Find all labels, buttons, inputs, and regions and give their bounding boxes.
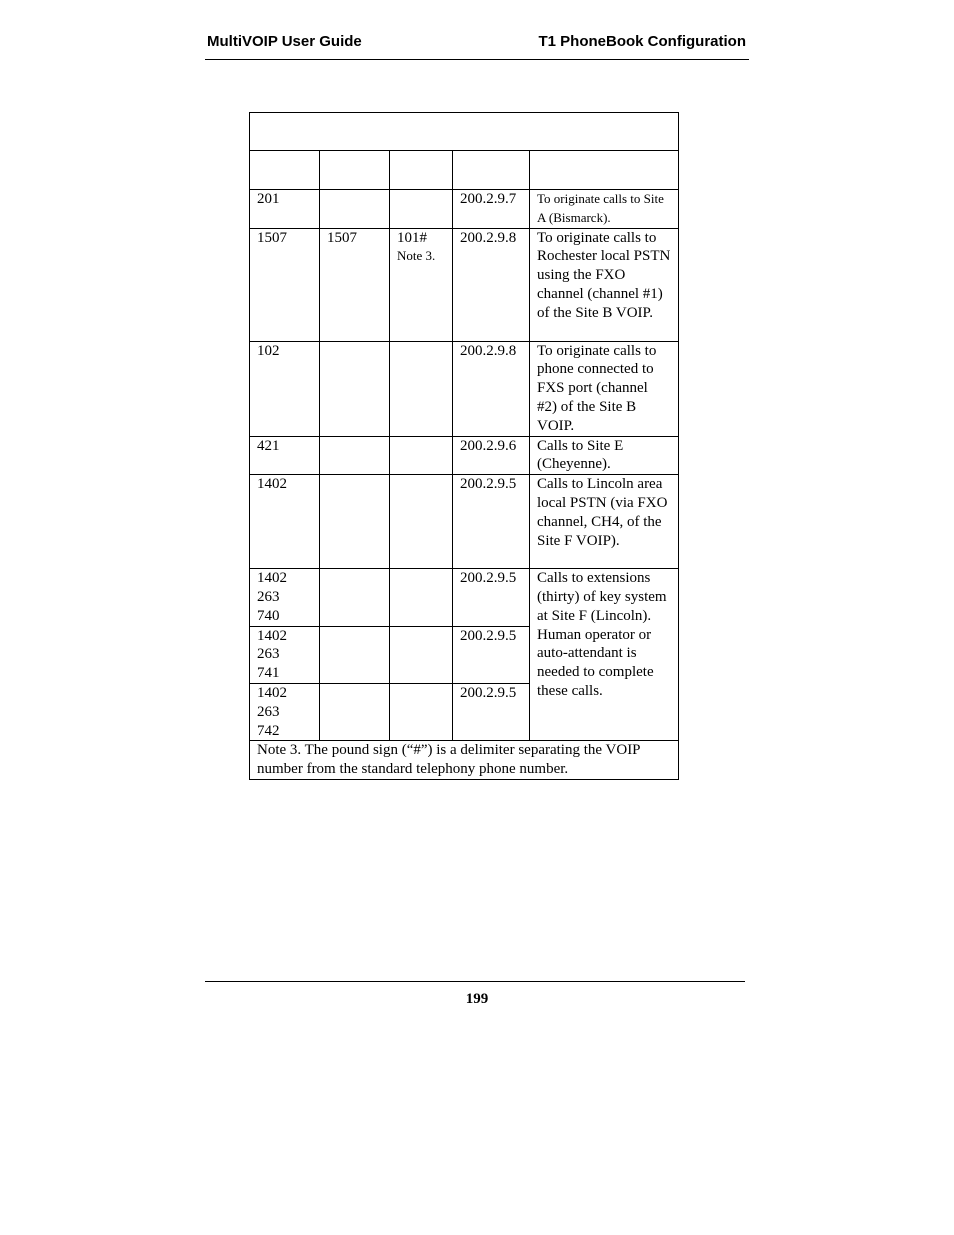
station-to-call (250, 436, 320, 475)
footer-rule (205, 981, 745, 982)
digits: 263 (257, 646, 280, 663)
add-prefix (390, 341, 453, 436)
add-prefix (390, 569, 453, 626)
digits: 421 (257, 437, 280, 454)
digits: 263 (257, 588, 280, 605)
add-prefix (390, 190, 453, 229)
table-row (250, 341, 679, 436)
remove-prefix (320, 626, 390, 683)
header-cell (250, 151, 320, 190)
station-to-call (250, 626, 320, 683)
station-to-call (250, 569, 320, 626)
digits: 1402 (257, 476, 287, 493)
table-row (250, 475, 679, 569)
digits: 742 (257, 722, 280, 739)
digits: 1402 (257, 570, 287, 587)
remove-prefix (320, 683, 390, 740)
ip-address: 200.2.9.5 (453, 626, 530, 683)
station-to-call (250, 228, 320, 341)
digits: 102 (257, 342, 280, 359)
table-title-row (250, 113, 679, 151)
ip-address: 200.2.9.8 (453, 341, 530, 436)
ip-address: 200.2.9.6 (453, 436, 530, 475)
add-prefix (390, 626, 453, 683)
ip-address: 200.2.9.8 (453, 228, 530, 341)
add-prefix-note: Note 3. (397, 248, 436, 264)
remove-prefix: 1507 (320, 228, 390, 341)
description: To originate calls to Site A (Bismarck). (530, 190, 679, 229)
table-title-cell (250, 113, 679, 151)
remove-prefix (320, 436, 390, 475)
station-to-call (250, 475, 320, 569)
table-row (250, 569, 679, 626)
ip-address: 200.2.9.5 (453, 475, 530, 569)
table-header-row (250, 151, 679, 190)
add-prefix (390, 475, 453, 569)
header-section: T1 PhoneBook Configuration (538, 33, 746, 50)
remove-prefix (320, 341, 390, 436)
digits: 1402 (257, 627, 287, 644)
station-to-call (250, 341, 320, 436)
description: Calls to Site E (Cheyenne). (530, 436, 679, 475)
description: Calls to extensions (thirty) of key system at Site F (Lincoln). Human operator or auto-attendant is needed to complete these calls. (530, 569, 679, 741)
table-note: Note 3. The pound sign (“#”) is a delimiter separating the VOIP number from the standard telephony phone number. (250, 741, 679, 780)
ip-address: 200.2.9.7 (453, 190, 530, 229)
page-number: 199 (465, 991, 489, 1007)
add-prefix (390, 436, 453, 475)
ip-address: 200.2.9.5 (453, 569, 530, 626)
add-prefix (390, 683, 453, 740)
digits: 1402 (257, 684, 287, 701)
header-cell (453, 151, 530, 190)
remove-prefix (320, 569, 390, 626)
remove-prefix (320, 190, 390, 229)
station-to-call (250, 190, 320, 229)
table-note-row (250, 741, 679, 780)
add-prefix-value: 101# (397, 229, 427, 246)
description: Calls to Lincoln area local PSTN (via FXO channel, CH4, of the Site F VOIP). (530, 475, 679, 569)
header-cell (530, 151, 679, 190)
digits: 741 (257, 665, 280, 682)
header-cell (390, 151, 453, 190)
digits: 201 (257, 191, 280, 207)
description: To originate calls to phone connected to FXS port (channel #2) of the Site B VOIP. (530, 341, 679, 436)
phonebook-table (249, 112, 679, 780)
header-title: MultiVOIP User Guide (207, 33, 362, 50)
header-cell (320, 151, 390, 190)
description: To originate calls to Rochester local PSTN using the FXO channel (channel #1) of the Site B VOIP. (530, 228, 679, 341)
ip-address: 200.2.9.5 (453, 683, 530, 740)
digits: 740 (257, 607, 280, 624)
table-row (250, 190, 679, 229)
add-prefix (390, 228, 453, 341)
digits: 263 (257, 703, 280, 720)
table-row (250, 228, 679, 341)
header-rule (205, 59, 749, 60)
table-row (250, 436, 679, 475)
digits: 1507 (257, 229, 287, 246)
remove-prefix (320, 475, 390, 569)
station-to-call (250, 683, 320, 740)
